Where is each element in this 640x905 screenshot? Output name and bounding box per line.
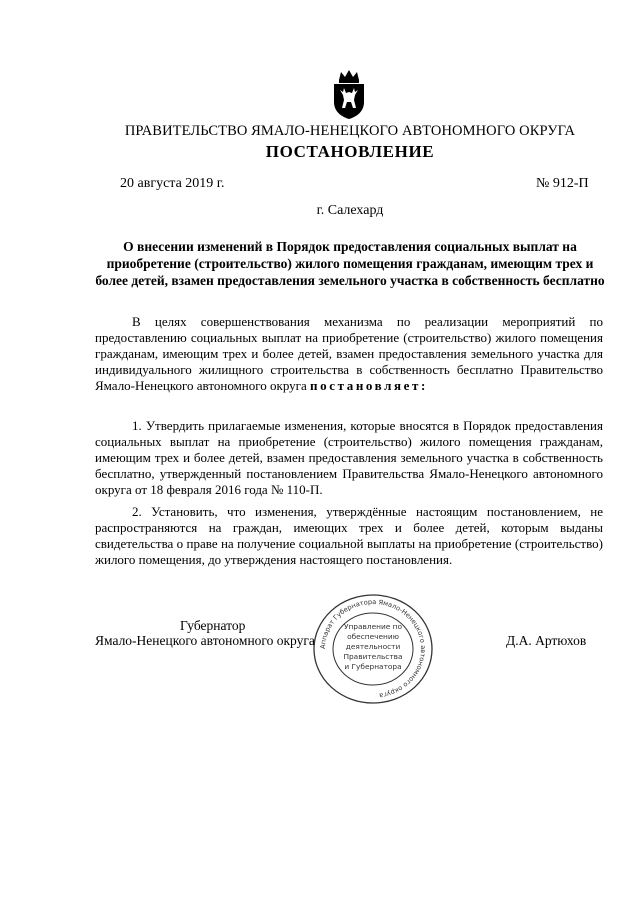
document-city: г. Салехард [316,203,384,218]
signatory-organization: Ямало-Ненецкого автономного округа [95,633,315,648]
stamp-line-1: Управление по [343,622,403,631]
document-type: ПОСТАНОВЛЕНИЕ [265,142,435,161]
stamp-ring-text: Аппарат Губернатора Ямало-Ненецкого автономного округа [318,597,428,700]
coat-of-arms-emblem [330,68,368,120]
government-name: ПРАВИТЕЛЬСТВО ЯМАЛО-НЕНЕЦКОГО АВТОНОМНОГО ОКРУГА [124,123,576,139]
signatory-post: Губернатор [180,618,246,633]
document-number: № 912-П [536,176,589,191]
item-1-paragraph: 1. Утвердить прилагаемые изменения, которые вносятся в Порядок предоставления социальных выплат на приобретение (строительство) жилого помещения гражданам, имеющим трех и более детей, взамен предоставления земельного участка в собственность бесплатно, утвержденный постановлением Правительства Ямало-Ненецкого автономного округа от 18 февраля 2016 года № 110-П. [95,418,603,497]
resolves-word: постановляет: [310,378,428,393]
stamp-line-4: Правительства [343,652,403,661]
stamp-line-3: деятельности [345,642,401,651]
item-2-paragraph: 2. Установить, что изменения, утверждённые настоящим постановлением, не распространяются на граждан, имеющих трех и более детей, которым выданы свидетельства о праве на получение социальной выплаты на приобретение (строительство) жилого помещения, до утверждения настоящего постановления. [95,504,603,567]
stamp-line-2: обеспечению [347,632,399,641]
document-date: 20 августа 2019 г. [120,176,225,191]
signatory-name: Д.А. Артюхов [506,633,587,648]
stamp-line-5: и Губернатора [344,662,402,671]
preamble-text: В целях совершенствования механизма по реализации мероприятий по предоставлению социальных выплат на приобретение (строительство) жилого помещения гражданам, имеющим трех и более детей, взамен предоставления земельного участка для индивидуального жилищного строительства в собственность бесплатно Правительство Ямало-Ненецкого автономного округа [95,314,603,393]
document-title: О внесении изменений в Порядок предоставления социальных выплат на приобретение (строительство) жилого помещения гражданам, имеющим трех и более детей, взамен предоставления земельного участка в собственность бесплатно [95,239,605,288]
official-stamp [311,592,435,706]
preamble-paragraph [95,314,603,394]
